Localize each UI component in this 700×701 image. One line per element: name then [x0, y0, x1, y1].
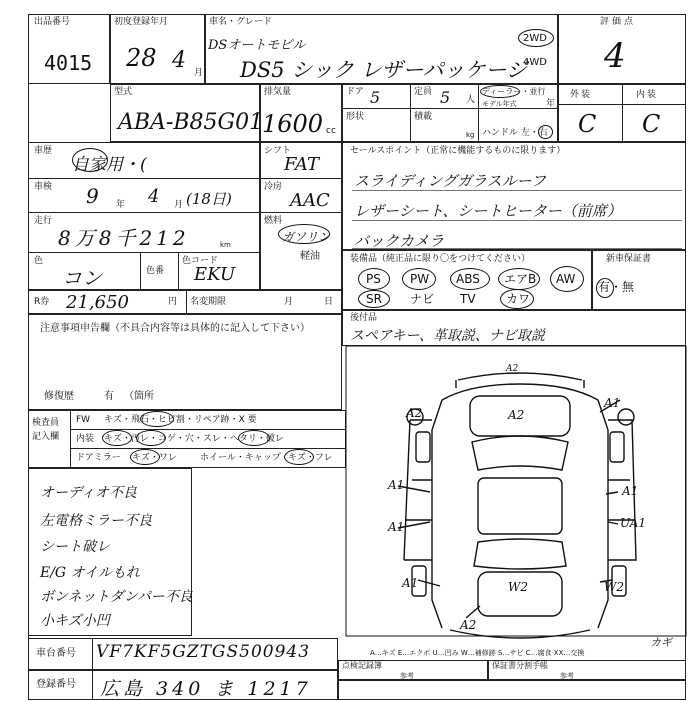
note-3: シート破レ	[40, 539, 110, 555]
equip-aw: AW	[556, 272, 576, 286]
exterior-grade: C	[578, 110, 597, 138]
warranty-split-label: 保証書分割手帳	[492, 661, 548, 670]
equip-navi: ナビ	[410, 292, 435, 306]
front-bumper-shape	[458, 373, 582, 380]
mark-hood: A2	[508, 408, 525, 422]
doors-value: 5	[370, 88, 381, 107]
mark-left-rear: A1	[388, 520, 405, 534]
ac-value: AAC	[290, 190, 330, 211]
inspector-label2: 記入欄	[32, 432, 60, 442]
capacity-label: 定員	[414, 87, 433, 97]
inspector-fw: FW	[76, 415, 91, 425]
note-4: E/G オイルもれ	[40, 565, 140, 581]
color-code-label: 色番	[146, 266, 165, 276]
km-unit: km	[220, 241, 231, 249]
shift-label: シフト	[264, 146, 292, 156]
records-label: 点検記録簿	[342, 661, 382, 670]
regno-vdiv	[92, 670, 93, 700]
mark-right-rear: UA1	[620, 516, 647, 530]
inspector-row3a: キズ・ワレ	[132, 453, 177, 463]
model-code: ABA-B85G01	[118, 110, 264, 135]
mark-right-mirror: A1	[604, 396, 621, 410]
color-no-label: 色コード	[182, 256, 219, 266]
light-oil-label: 軽油	[300, 251, 320, 262]
model-label: 型式	[114, 87, 133, 97]
mark-left-mirror: A2	[406, 406, 423, 420]
legend-mark: カギ	[650, 636, 672, 649]
sales-heading: セールスポイント（正常に機能するものに限ります）	[350, 146, 566, 156]
note-1: オーディオ不良	[40, 485, 137, 501]
aftermarket-text: スペアキー、革取説、ナビ取説	[350, 328, 545, 344]
diagram-legend: A…キズ E…エクボ U…凹み W…補修跡 S…サビ C…腐食 XX…交換	[370, 649, 585, 657]
inspection-day: (18日)	[186, 190, 232, 208]
regno-label: 登録番号	[36, 679, 76, 690]
inspection-month: 4	[148, 186, 160, 207]
recycle-label: R券	[34, 297, 50, 307]
aftermarket-label: 後付品	[350, 313, 378, 323]
sales-point-2: レザーシート、シートヒーター（前席）	[354, 202, 622, 220]
usage-label: 車歴	[34, 146, 53, 156]
handle-label: ハンドル 左・右	[482, 128, 548, 138]
doors-label: ドア	[346, 87, 364, 97]
mark-rear-right: W2	[604, 580, 624, 594]
month-unit: 月	[194, 68, 204, 78]
mark-trunk: W2	[508, 580, 528, 594]
person-unit: 人	[466, 95, 476, 105]
mark-right-front: A1	[622, 484, 639, 498]
repair-place: （箇所	[124, 391, 154, 402]
note-5: ボンネットダンパー不良	[40, 589, 193, 605]
shift-value: FAT	[284, 154, 319, 175]
equip-airbag: エアB	[504, 272, 537, 286]
cc-unit: cc	[326, 126, 336, 136]
mark-rear-bumper: A2	[460, 618, 477, 632]
fuel-label: 燃料	[264, 216, 283, 226]
kg-unit: kg	[466, 131, 475, 139]
chassis-label: 車台番号	[36, 648, 76, 659]
first-reg-label: 初度登録年月	[114, 17, 169, 27]
color-value: コン	[62, 266, 102, 290]
model-year-label: モデル年式	[482, 100, 517, 108]
note-2: 左電格ミラー不良	[40, 513, 152, 529]
mileage-label: 走行	[34, 216, 53, 226]
meigi-day: 日	[324, 297, 334, 307]
lot-number: 4015	[44, 51, 93, 75]
inspection-year-unit: 年	[116, 200, 126, 210]
warranty-split-ref: 参考	[560, 672, 574, 680]
drive-4wd: 4WD	[523, 57, 547, 68]
capacity-value: 5	[440, 88, 451, 107]
first-reg-year: 28	[126, 44, 157, 72]
grade: DS5 シック レザーパッケージ	[240, 58, 528, 82]
inspector-wheel: ホイール・キャップ	[200, 453, 281, 463]
displacement-value: 1600	[262, 110, 324, 138]
inspector-row3b: キズ・フレ	[288, 453, 333, 463]
usage-value: 自家用・(	[72, 155, 147, 175]
exterior-label: 外装	[570, 90, 593, 100]
shape-label: 形状	[346, 112, 365, 122]
equip-leather: カワ	[506, 292, 531, 306]
inspection-month-unit: 月	[174, 200, 184, 210]
repair-value: 有	[104, 391, 114, 402]
mileage-value: 8万8千212	[58, 226, 190, 250]
fuel-value: ガソリン	[282, 230, 331, 244]
equip-tv: TV	[460, 292, 476, 306]
color-label: 色	[34, 256, 44, 266]
footer-blank-box	[338, 680, 686, 700]
score-value: 4	[604, 36, 626, 76]
sales-point-1: スライディングガラスルーフ	[354, 172, 546, 190]
records-ref: 参考	[400, 672, 414, 680]
score-label: 評価点	[600, 17, 637, 27]
name-grade-label: 車名・グレード	[209, 17, 273, 27]
inspector-row1: キズ・飛石・ヒビ割・リペア跡・X 要	[104, 415, 257, 425]
first-reg-month: 4	[172, 48, 186, 73]
repair-label: 修復歴	[44, 391, 74, 402]
ac-label: 冷房	[264, 182, 283, 192]
notes-heading: 注意事項申告欄（不具合内容等は具体的に記入して下さい）	[40, 323, 310, 334]
warranty-value: 有・無	[598, 280, 635, 294]
interior-label: 内装	[636, 90, 659, 100]
yen-unit: 円	[168, 297, 178, 307]
load-label: 積載	[414, 112, 433, 122]
equip-abs: ABS	[456, 272, 480, 286]
displacement-label: 排気量	[264, 87, 292, 97]
color-code-value: EKU	[194, 264, 236, 285]
chassis-vdiv	[92, 638, 93, 670]
equipment-heading: 装備品（純正品に限り〇をつけてください）	[350, 254, 531, 264]
inspection-year: 9	[86, 184, 99, 208]
year-unit: 年	[546, 99, 556, 109]
dealer-label: ディーラー・並行	[482, 87, 546, 96]
inspector-row2: キズ・汚レ・コゲ・穴・スレ・ヘタリ・破レ	[104, 434, 284, 444]
inspector-label1: 検査員	[32, 418, 60, 428]
inspector-mirror: ドアミラー	[76, 453, 121, 463]
recycle-amount: 21,650	[66, 292, 129, 313]
interior-grade: C	[642, 110, 661, 138]
meigi-label: 名変期限	[190, 297, 227, 307]
regno-value: 広島 340 ま 1217	[100, 678, 312, 700]
equip-sr: SR	[366, 292, 382, 306]
mark-front: A2	[506, 364, 519, 374]
note-6: 小キズ小凹	[40, 613, 110, 629]
equip-pw: PW	[410, 272, 430, 286]
meigi-month: 月	[284, 297, 294, 307]
lot-label: 出品番号	[34, 17, 71, 27]
warranty-label: 新車保証書	[606, 254, 652, 264]
mark-left-front: A1	[388, 478, 405, 492]
car-name: DSオートモビル	[208, 38, 306, 53]
chassis-number: VF7KF5GZTGS500943	[96, 642, 311, 662]
inspector-inner: 内装	[76, 434, 95, 444]
mark-left-quarter: A1	[402, 576, 419, 590]
drive-2wd: 2WD	[523, 33, 547, 44]
equip-ps: PS	[366, 272, 381, 286]
sales-point-3: バックカメラ	[354, 232, 445, 250]
inspection-label: 車検	[34, 182, 53, 192]
